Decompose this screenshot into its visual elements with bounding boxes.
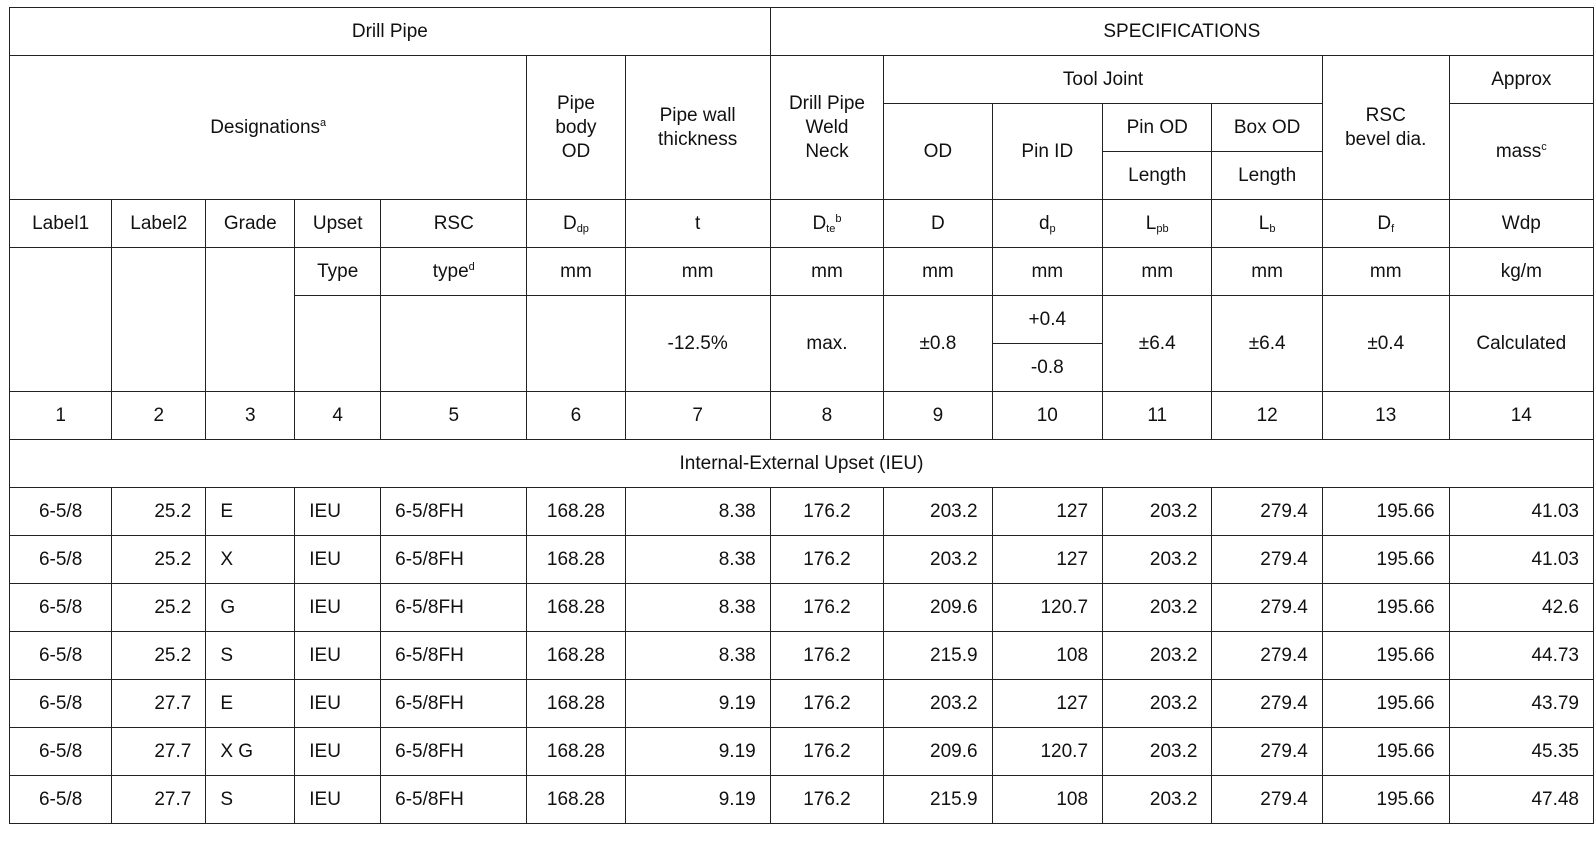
table-row bbox=[10, 680, 1594, 728]
unit-row bbox=[10, 248, 1594, 296]
symbol-lb: $L_b$ bbox=[1212, 200, 1322, 248]
column-number: 3 bbox=[206, 392, 295, 440]
tolerance-box-od: ±6.4 bbox=[1212, 296, 1322, 392]
header-pipe-body-od: Pipe body OD bbox=[527, 56, 625, 200]
cell-pin-od-length: 203.2 bbox=[1103, 536, 1212, 584]
unit-mm: mm bbox=[1212, 248, 1322, 296]
cell-upset: IEU bbox=[295, 584, 381, 632]
cell-pin-id: 127 bbox=[992, 536, 1102, 584]
cell-grade: S bbox=[206, 776, 295, 824]
cell-mass: 41.03 bbox=[1449, 536, 1593, 584]
unit-mm: mm bbox=[527, 248, 625, 296]
symbol-dte: $D_{te}^b$ bbox=[770, 200, 884, 248]
cell-upset: IEU bbox=[295, 632, 381, 680]
cell-box-od-length: 279.4 bbox=[1212, 488, 1322, 536]
cell-bevel: 195.66 bbox=[1322, 680, 1449, 728]
cell-pin-id: 127 bbox=[992, 680, 1102, 728]
cell-grade: E bbox=[206, 488, 295, 536]
cell-od: 215.9 bbox=[884, 776, 992, 824]
drill-pipe-spec-table bbox=[9, 7, 1594, 824]
column-number: 1 bbox=[10, 392, 112, 440]
table-row bbox=[10, 488, 1594, 536]
cell-weld-neck: 176.2 bbox=[770, 776, 884, 824]
cell-box-od-length: 279.4 bbox=[1212, 536, 1322, 584]
table-row bbox=[10, 632, 1594, 680]
header-box-od-length: Length bbox=[1212, 152, 1322, 200]
header-rsc-bevel: RSC bevel dia. bbox=[1322, 56, 1449, 200]
header-pin-od-length: Length bbox=[1103, 152, 1212, 200]
cell-rsc: 6-5/8FH bbox=[381, 680, 527, 728]
cell-pin-id: 108 bbox=[992, 776, 1102, 824]
cell-mass: 44.73 bbox=[1449, 632, 1593, 680]
cell-box-od-length: 279.4 bbox=[1212, 680, 1322, 728]
cell-weld-neck: 176.2 bbox=[770, 728, 884, 776]
symbol-rsc: RSC bbox=[381, 200, 527, 248]
unit-kgm: kg/m bbox=[1449, 248, 1593, 296]
cell-pin-od-length: 203.2 bbox=[1103, 728, 1212, 776]
column-number: 7 bbox=[625, 392, 770, 440]
cell-mass: 45.35 bbox=[1449, 728, 1593, 776]
tolerance-pin-id-plus: +0.4 bbox=[992, 296, 1102, 344]
header-approx: Approx bbox=[1449, 56, 1593, 104]
column-number: 13 bbox=[1322, 392, 1449, 440]
column-number: 6 bbox=[527, 392, 625, 440]
symbol-t: t bbox=[625, 200, 770, 248]
column-number: 8 bbox=[770, 392, 884, 440]
cell-rsc: 6-5/8FH bbox=[381, 536, 527, 584]
cell-pin-od-length: 203.2 bbox=[1103, 632, 1212, 680]
cell-od: 215.9 bbox=[884, 632, 992, 680]
cell-od: 203.2 bbox=[884, 536, 992, 584]
column-number: 14 bbox=[1449, 392, 1593, 440]
cell-pipe-od: 168.28 bbox=[527, 776, 625, 824]
cell-mass: 42.6 bbox=[1449, 584, 1593, 632]
symbol-label1: Label1 bbox=[10, 200, 112, 248]
tolerance-pin-od: ±6.4 bbox=[1103, 296, 1212, 392]
cell-label2: 27.7 bbox=[112, 680, 206, 728]
unit-mm: mm bbox=[1322, 248, 1449, 296]
cell-box-od-length: 279.4 bbox=[1212, 776, 1322, 824]
cell-wall: 8.38 bbox=[625, 632, 770, 680]
cell-upset: IEU bbox=[295, 728, 381, 776]
cell-grade: X G bbox=[206, 728, 295, 776]
symbol-lpb: $L_{pb}$ bbox=[1103, 200, 1212, 248]
tolerance-od: ±0.8 bbox=[884, 296, 992, 392]
cell-od: 203.2 bbox=[884, 680, 992, 728]
cell-label2: 27.7 bbox=[112, 728, 206, 776]
header-designations: Designations$^a$ bbox=[10, 56, 527, 200]
header-pin-id: Pin ID bbox=[992, 104, 1102, 200]
header-specifications: SPECIFICATIONS bbox=[770, 8, 1593, 56]
cell-label1: 6-5/8 bbox=[10, 536, 112, 584]
symbol-df: $D_f$ bbox=[1322, 200, 1449, 248]
cell-od: 209.6 bbox=[884, 728, 992, 776]
cell-grade: G bbox=[206, 584, 295, 632]
spec-table-container bbox=[9, 7, 1594, 824]
tolerance-bevel: ±0.4 bbox=[1322, 296, 1449, 392]
cell-pipe-od: 168.28 bbox=[527, 680, 625, 728]
tolerance-t: -12.5% bbox=[625, 296, 770, 392]
cell-bevel: 195.66 bbox=[1322, 584, 1449, 632]
cell-bevel: 195.66 bbox=[1322, 536, 1449, 584]
tolerance-weld: max. bbox=[770, 296, 884, 392]
unit-label1-empty bbox=[10, 248, 112, 392]
column-number: 4 bbox=[295, 392, 381, 440]
table-row bbox=[10, 584, 1594, 632]
cell-grade: X bbox=[206, 536, 295, 584]
cell-label1: 6-5/8 bbox=[10, 632, 112, 680]
cell-rsc: 6-5/8FH bbox=[381, 584, 527, 632]
cell-pipe-od: 168.28 bbox=[527, 632, 625, 680]
tolerance-rsc-empty bbox=[381, 296, 527, 392]
cell-pin-id: 120.7 bbox=[992, 584, 1102, 632]
cell-bevel: 195.66 bbox=[1322, 728, 1449, 776]
cell-wall: 9.19 bbox=[625, 680, 770, 728]
tolerance-upset-empty bbox=[295, 296, 381, 392]
cell-upset: IEU bbox=[295, 776, 381, 824]
cell-weld-neck: 176.2 bbox=[770, 536, 884, 584]
column-number: 5 bbox=[381, 392, 527, 440]
cell-weld-neck: 176.2 bbox=[770, 680, 884, 728]
header-box-od: Box OD bbox=[1212, 104, 1322, 152]
cell-label1: 6-5/8 bbox=[10, 680, 112, 728]
cell-wall: 8.38 bbox=[625, 488, 770, 536]
column-number: 12 bbox=[1212, 392, 1322, 440]
cell-label1: 6-5/8 bbox=[10, 488, 112, 536]
cell-od: 209.6 bbox=[884, 584, 992, 632]
cell-label2: 25.2 bbox=[112, 536, 206, 584]
cell-mass: 43.79 bbox=[1449, 680, 1593, 728]
cell-upset: IEU bbox=[295, 488, 381, 536]
cell-pipe-od: 168.28 bbox=[527, 584, 625, 632]
section-row bbox=[10, 440, 1594, 488]
cell-pin-id: 108 bbox=[992, 632, 1102, 680]
cell-weld-neck: 176.2 bbox=[770, 632, 884, 680]
symbol-grade: Grade bbox=[206, 200, 295, 248]
cell-weld-neck: 176.2 bbox=[770, 584, 884, 632]
tolerance-od-empty bbox=[527, 296, 625, 392]
header-pipe-wall-thickness: Pipe wall thickness bbox=[625, 56, 770, 200]
column-number-row bbox=[10, 392, 1594, 440]
cell-wall: 8.38 bbox=[625, 536, 770, 584]
cell-pin-od-length: 203.2 bbox=[1103, 776, 1212, 824]
header-tool-joint: Tool Joint bbox=[884, 56, 1323, 104]
cell-rsc: 6-5/8FH bbox=[381, 776, 527, 824]
symbol-row bbox=[10, 200, 1594, 248]
cell-box-od-length: 279.4 bbox=[1212, 728, 1322, 776]
symbol-label2: Label2 bbox=[112, 200, 206, 248]
cell-rsc: 6-5/8FH bbox=[381, 728, 527, 776]
unit-mm: mm bbox=[1103, 248, 1212, 296]
cell-upset: IEU bbox=[295, 680, 381, 728]
table-row bbox=[10, 728, 1594, 776]
cell-label2: 25.2 bbox=[112, 488, 206, 536]
cell-wall: 8.38 bbox=[625, 584, 770, 632]
header-mass: mass$^c$ bbox=[1449, 104, 1593, 200]
unit-grade-empty bbox=[206, 248, 295, 392]
unit-mm: mm bbox=[884, 248, 992, 296]
unit-rsc-type: type$^d$ bbox=[381, 248, 527, 296]
unit-mm: mm bbox=[992, 248, 1102, 296]
cell-label2: 27.7 bbox=[112, 776, 206, 824]
cell-box-od-length: 279.4 bbox=[1212, 584, 1322, 632]
cell-pin-od-length: 203.2 bbox=[1103, 488, 1212, 536]
symbol-d: D bbox=[884, 200, 992, 248]
column-number: 11 bbox=[1103, 392, 1212, 440]
cell-mass: 47.48 bbox=[1449, 776, 1593, 824]
tolerance-mass: Calculated bbox=[1449, 296, 1593, 392]
cell-wall: 9.19 bbox=[625, 728, 770, 776]
header-row-title bbox=[10, 8, 1594, 56]
cell-pin-od-length: 203.2 bbox=[1103, 680, 1212, 728]
section-title: Internal-External Upset (IEU) bbox=[10, 440, 1594, 488]
unit-mm: mm bbox=[625, 248, 770, 296]
table-row bbox=[10, 536, 1594, 584]
cell-pin-id: 127 bbox=[992, 488, 1102, 536]
unit-mm: mm bbox=[770, 248, 884, 296]
cell-label1: 6-5/8 bbox=[10, 776, 112, 824]
column-number: 2 bbox=[112, 392, 206, 440]
cell-rsc: 6-5/8FH bbox=[381, 632, 527, 680]
column-number: 10 bbox=[992, 392, 1102, 440]
cell-label1: 6-5/8 bbox=[10, 584, 112, 632]
header-row-groups bbox=[10, 56, 1594, 104]
cell-bevel: 195.66 bbox=[1322, 632, 1449, 680]
cell-od: 203.2 bbox=[884, 488, 992, 536]
cell-label2: 25.2 bbox=[112, 584, 206, 632]
cell-weld-neck: 176.2 bbox=[770, 488, 884, 536]
cell-pipe-od: 168.28 bbox=[527, 536, 625, 584]
cell-label2: 25.2 bbox=[112, 632, 206, 680]
cell-box-od-length: 279.4 bbox=[1212, 632, 1322, 680]
symbol-dp: $d_p$ bbox=[992, 200, 1102, 248]
header-od: OD bbox=[884, 104, 992, 200]
table-row bbox=[10, 776, 1594, 824]
cell-pin-id: 120.7 bbox=[992, 728, 1102, 776]
column-number: 9 bbox=[884, 392, 992, 440]
cell-pipe-od: 168.28 bbox=[527, 488, 625, 536]
unit-label2-empty bbox=[112, 248, 206, 392]
symbol-upset: Upset bbox=[295, 200, 381, 248]
cell-mass: 41.03 bbox=[1449, 488, 1593, 536]
header-weld-neck: Drill Pipe Weld Neck bbox=[770, 56, 884, 200]
unit-upset-type: Type bbox=[295, 248, 381, 296]
cell-upset: IEU bbox=[295, 536, 381, 584]
cell-bevel: 195.66 bbox=[1322, 488, 1449, 536]
tolerance-pin-id-minus: -0.8 bbox=[992, 344, 1102, 392]
symbol-wdp: Wdp bbox=[1449, 200, 1593, 248]
header-drill-pipe: Drill Pipe bbox=[10, 8, 771, 56]
header-pin-od: Pin OD bbox=[1103, 104, 1212, 152]
cell-grade: E bbox=[206, 680, 295, 728]
cell-label1: 6-5/8 bbox=[10, 728, 112, 776]
cell-rsc: 6-5/8FH bbox=[381, 488, 527, 536]
cell-wall: 9.19 bbox=[625, 776, 770, 824]
cell-bevel: 195.66 bbox=[1322, 776, 1449, 824]
cell-grade: S bbox=[206, 632, 295, 680]
cell-pin-od-length: 203.2 bbox=[1103, 584, 1212, 632]
cell-pipe-od: 168.28 bbox=[527, 728, 625, 776]
symbol-ddp: $D_{dp}$ bbox=[527, 200, 625, 248]
